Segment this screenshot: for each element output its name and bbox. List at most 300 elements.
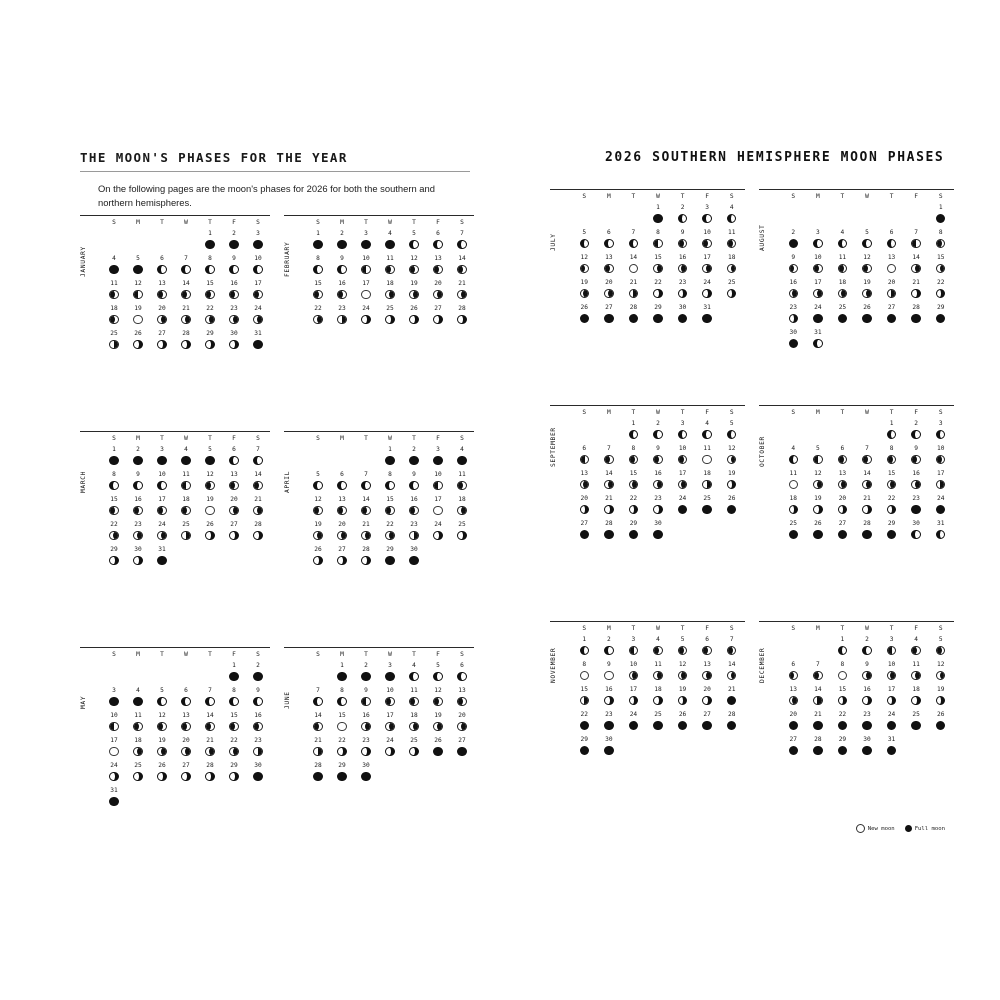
day-number: 28: [254, 521, 262, 529]
month-name: NOVEMBER: [550, 647, 557, 683]
day-number: 7: [460, 230, 464, 238]
wan-gib-moon-icon: [887, 430, 897, 440]
day-number: 10: [678, 445, 687, 452]
day-cell: [879, 254, 904, 277]
day-cell: [719, 445, 744, 468]
wan-cres-moon-icon: [457, 697, 467, 707]
weekday-label: T: [160, 651, 164, 659]
day-cell: [621, 661, 646, 684]
day-cell: [246, 496, 270, 519]
empty-cell: [330, 446, 354, 469]
wax-cres-moon-icon: [457, 722, 467, 732]
day-number: 24: [936, 495, 945, 502]
weekday-header: [781, 193, 953, 200]
wan-gib-moon-icon: [337, 481, 347, 491]
day-number: 18: [134, 737, 142, 745]
day-number: 19: [410, 280, 418, 288]
full-moon-icon: [361, 772, 371, 782]
empty-cell: [102, 230, 126, 253]
day-number: 26: [678, 711, 687, 718]
day-number: 22: [887, 495, 896, 502]
weekday-label: S: [460, 435, 464, 443]
day-cell: [597, 686, 622, 709]
day-number: 1: [938, 204, 943, 211]
full-moon-icon: [629, 530, 639, 540]
day-number: 21: [182, 305, 190, 313]
first-q-moon-icon: [702, 480, 712, 490]
day-cell: [855, 495, 880, 518]
wax-gib-moon-icon: [229, 772, 239, 782]
day-cell: [150, 496, 174, 519]
day-cell: [597, 279, 622, 302]
day-number: 5: [729, 420, 734, 427]
first-q-moon-icon: [313, 747, 323, 757]
wax-gib-moon-icon: [457, 531, 467, 541]
week-row: [306, 687, 474, 710]
day-cell: [695, 254, 720, 277]
wan-cres-moon-icon: [313, 506, 323, 516]
day-cell: [402, 737, 426, 760]
month-name: MARCH: [80, 471, 87, 494]
day-number: 27: [580, 520, 588, 527]
day-number: 8: [232, 687, 236, 695]
day-number: 17: [703, 254, 711, 261]
empty-cell: [174, 662, 198, 685]
day-cell: [246, 305, 270, 328]
day-cell: [198, 446, 222, 469]
wax-gib-moon-icon: [911, 289, 921, 299]
wax-gib-moon-icon: [653, 289, 663, 299]
day-number: 2: [865, 636, 869, 643]
full-moon-icon: [253, 672, 263, 682]
wan-gib-moon-icon: [727, 214, 737, 224]
day-number: 6: [840, 445, 845, 452]
day-number: 22: [936, 279, 945, 286]
wan-cres-moon-icon: [181, 722, 191, 732]
day-number: 5: [865, 229, 869, 236]
day-number: 18: [727, 254, 736, 261]
wax-gib-moon-icon: [409, 315, 419, 325]
weekday-label: M: [136, 651, 140, 659]
day-number: 15: [206, 280, 214, 288]
day-cell: [222, 521, 246, 544]
empty-cell: [174, 546, 198, 569]
day-number: 12: [158, 712, 166, 720]
week-row: [306, 255, 474, 278]
day-number: 2: [232, 230, 236, 238]
week-row: [102, 471, 270, 494]
month-calendar: [781, 193, 953, 352]
week-row: [102, 737, 270, 760]
last-q-moon-icon: [433, 481, 443, 491]
day-cell: [354, 230, 378, 253]
last-q-moon-icon: [133, 290, 143, 300]
wan-cres-moon-icon: [385, 265, 395, 275]
new-moon-icon: [838, 671, 848, 681]
full-moon-icon: [433, 747, 443, 757]
empty-cell: [855, 204, 880, 227]
full-moon-icon: [789, 530, 799, 540]
day-number: 9: [232, 255, 236, 263]
weekday-label: T: [840, 625, 845, 632]
new-moon-icon: [361, 290, 371, 300]
empty-cell: [222, 787, 246, 810]
day-number: 16: [678, 254, 687, 261]
day-cell: [222, 662, 246, 685]
wax-gib-moon-icon: [629, 696, 639, 706]
week-row: [572, 445, 744, 468]
day-cell: [174, 446, 198, 469]
week-row: [306, 762, 474, 785]
wax-cres-moon-icon: [580, 480, 590, 490]
day-number: 21: [254, 496, 262, 504]
wan-gib-moon-icon: [433, 672, 443, 682]
day-number: 9: [340, 255, 344, 263]
day-cell: [102, 280, 126, 303]
day-number: 11: [458, 471, 466, 479]
right-page-title: 2026 SOUTHERN HEMISPHERE MOON PHASES: [605, 150, 945, 165]
weekday-label: F: [232, 435, 236, 443]
day-cell: [904, 636, 929, 659]
day-cell: [928, 711, 953, 734]
weekday-label: S: [460, 651, 464, 659]
day-number: 25: [386, 305, 394, 313]
day-cell: [126, 446, 150, 469]
full-moon-icon: [109, 265, 119, 275]
day-number: 21: [912, 279, 920, 286]
wax-cres-moon-icon: [109, 531, 119, 541]
day-cell: [102, 712, 126, 735]
day-number: 27: [458, 737, 466, 745]
month-divider: [550, 189, 745, 190]
wax-cres-moon-icon: [157, 747, 167, 757]
weekday-label: M: [136, 219, 140, 227]
first-q-moon-icon: [253, 747, 263, 757]
weekday-label: W: [865, 625, 869, 632]
week-row: [306, 546, 474, 569]
day-number: 29: [654, 304, 662, 311]
week-row: [781, 254, 953, 277]
day-cell: [378, 546, 402, 569]
wax-gib-moon-icon: [887, 505, 897, 515]
month-divider: [80, 215, 270, 216]
full-moon-icon: [838, 746, 848, 756]
month-name: FEBRUARY: [284, 241, 291, 278]
full-moon-icon: [936, 214, 946, 224]
day-cell: [450, 446, 474, 469]
weekday-header: [306, 435, 474, 442]
day-number: 30: [678, 304, 687, 311]
day-number: 17: [362, 280, 370, 288]
day-cell: [330, 687, 354, 710]
day-number: 19: [678, 686, 687, 693]
wan-gib-moon-icon: [702, 430, 712, 440]
day-cell: [378, 446, 402, 469]
day-number: 9: [606, 661, 611, 668]
wan-cres-moon-icon: [229, 722, 239, 732]
day-number: 14: [458, 255, 466, 263]
day-cell: [198, 737, 222, 760]
day-number: 1: [840, 636, 845, 643]
day-cell: [806, 495, 831, 518]
day-number: 11: [703, 445, 711, 452]
month-divider: [550, 405, 745, 406]
wax-gib-moon-icon: [361, 747, 371, 757]
day-cell: [572, 736, 597, 759]
day-number: 31: [254, 330, 262, 338]
month-block: [80, 215, 270, 405]
day-cell: [879, 420, 904, 443]
day-cell: [246, 762, 270, 785]
wan-cres-moon-icon: [678, 455, 688, 465]
weekday-label: S: [112, 435, 116, 443]
day-cell: [246, 737, 270, 760]
weekday-label: W: [184, 651, 188, 659]
wax-gib-moon-icon: [862, 505, 872, 515]
week-row: [781, 636, 953, 659]
day-number: 14: [605, 470, 613, 477]
day-cell: [222, 255, 246, 278]
weekday-label: M: [815, 409, 820, 416]
week-row: [306, 230, 474, 253]
day-number: 22: [629, 495, 638, 502]
week-row: [572, 736, 744, 759]
wax-cres-moon-icon: [887, 480, 897, 490]
day-number: 31: [110, 787, 118, 795]
empty-cell: [879, 329, 904, 352]
day-number: 21: [362, 521, 370, 529]
wan-cres-moon-icon: [157, 506, 167, 516]
wax-gib-moon-icon: [911, 696, 921, 706]
wax-cres-moon-icon: [727, 455, 737, 465]
empty-cell: [426, 546, 450, 569]
day-number: 12: [314, 496, 322, 504]
wan-cres-moon-icon: [157, 290, 167, 300]
wax-cres-moon-icon: [229, 506, 239, 516]
day-cell: [806, 711, 831, 734]
day-cell: [928, 445, 953, 468]
day-number: 6: [340, 471, 344, 479]
day-number: 26: [580, 304, 588, 311]
full-moon-icon: [629, 314, 639, 324]
wax-cres-moon-icon: [789, 289, 799, 299]
month-block: [284, 431, 474, 621]
month-divider: [284, 215, 474, 216]
day-cell: [246, 255, 270, 278]
day-number: 11: [410, 687, 418, 695]
day-number: 2: [606, 636, 611, 643]
empty-cell: [597, 204, 622, 227]
day-cell: [102, 496, 126, 519]
new-moon-icon: [580, 671, 590, 681]
month-block: [550, 189, 745, 379]
day-number: 1: [340, 662, 344, 670]
weekday-label: W: [865, 409, 869, 416]
day-number: 29: [386, 546, 394, 554]
day-number: 21: [814, 711, 822, 718]
wax-gib-moon-icon: [653, 505, 663, 515]
week-row: [781, 420, 953, 443]
day-number: 14: [314, 712, 322, 720]
empty-cell: [222, 546, 246, 569]
full-moon-icon: [253, 240, 263, 250]
empty-cell: [719, 304, 744, 327]
weekday-label: F: [705, 409, 709, 416]
day-cell: [102, 446, 126, 469]
wax-cres-moon-icon: [385, 722, 395, 732]
wan-gib-moon-icon: [253, 456, 263, 466]
day-cell: [879, 445, 904, 468]
day-cell: [426, 712, 450, 735]
weekday-label: T: [412, 435, 416, 443]
day-cell: [102, 521, 126, 544]
day-number: 15: [230, 712, 238, 720]
day-number: 13: [703, 661, 711, 668]
weekday-label: T: [364, 219, 368, 227]
week-row: [781, 229, 953, 252]
day-number: 2: [791, 229, 796, 236]
wax-cres-moon-icon: [911, 480, 921, 490]
day-number: 3: [815, 229, 820, 236]
day-cell: [174, 305, 198, 328]
day-number: 5: [412, 230, 416, 238]
month-calendar: [572, 193, 744, 327]
weekday-label: T: [889, 625, 894, 632]
day-cell: [150, 446, 174, 469]
week-row: [572, 711, 744, 734]
wan-gib-moon-icon: [361, 481, 371, 491]
day-number: 20: [182, 737, 190, 745]
weekday-label: S: [582, 625, 587, 632]
day-cell: [102, 546, 126, 569]
day-cell: [306, 712, 330, 735]
day-cell: [830, 470, 855, 493]
full-moon-icon: [157, 556, 167, 566]
wax-cres-moon-icon: [409, 722, 419, 732]
day-cell: [904, 254, 929, 277]
empty-cell: [306, 662, 330, 685]
day-cell: [597, 636, 622, 659]
day-cell: [646, 711, 671, 734]
day-number: 27: [703, 711, 711, 718]
day-cell: [246, 712, 270, 735]
weekday-label: F: [705, 625, 709, 632]
day-number: 3: [889, 636, 894, 643]
month-calendar: [102, 219, 270, 353]
day-number: 10: [254, 255, 262, 263]
legend-item-new-moon: [856, 824, 895, 833]
wan-cres-moon-icon: [313, 290, 323, 300]
day-number: 27: [182, 762, 190, 770]
full-moon-icon: [109, 456, 119, 466]
day-number: 7: [316, 687, 320, 695]
weekday-label: W: [388, 651, 392, 659]
day-cell: [781, 495, 806, 518]
wan-cres-moon-icon: [727, 239, 737, 249]
week-rows: [306, 446, 474, 569]
empty-cell: [306, 446, 330, 469]
wan-cres-moon-icon: [109, 506, 119, 516]
wax-gib-moon-icon: [157, 340, 167, 350]
day-cell: [695, 279, 720, 302]
day-cell: [450, 687, 474, 710]
day-cell: [354, 521, 378, 544]
full-moon-icon: [905, 825, 912, 832]
day-cell: [855, 736, 880, 759]
week-row: [102, 280, 270, 303]
day-cell: [830, 736, 855, 759]
wax-gib-moon-icon: [109, 772, 119, 782]
day-cell: [781, 736, 806, 759]
day-number: 5: [582, 229, 587, 236]
month-divider: [759, 621, 954, 622]
month-name: DECEMBER: [759, 647, 766, 683]
weekday-label: T: [364, 435, 368, 443]
day-cell: [378, 687, 402, 710]
month-calendar: [306, 651, 474, 785]
full-moon-icon: [678, 505, 688, 515]
month-name: SEPTEMBER: [550, 427, 557, 467]
day-number: 30: [605, 736, 613, 743]
weekday-header: [781, 409, 953, 416]
day-number: 7: [208, 687, 212, 695]
day-number: 6: [606, 229, 611, 236]
full-moon-icon: [385, 456, 395, 466]
weekday-label: W: [656, 409, 660, 416]
last-q-moon-icon: [109, 722, 119, 732]
wan-cres-moon-icon: [313, 722, 323, 732]
day-number: 3: [705, 204, 709, 211]
day-cell: [450, 280, 474, 303]
day-number: 15: [386, 496, 394, 504]
weekday-label: M: [340, 219, 344, 227]
day-number: 24: [386, 737, 394, 745]
wan-gib-moon-icon: [862, 239, 872, 249]
day-number: 9: [656, 445, 660, 452]
full-moon-icon: [604, 721, 614, 731]
empty-cell: [719, 520, 744, 543]
full-moon-icon: [887, 721, 897, 731]
day-cell: [904, 445, 929, 468]
day-cell: [378, 521, 402, 544]
day-number: 24: [110, 762, 118, 770]
week-rows: [102, 230, 270, 353]
day-number: 17: [629, 686, 638, 693]
full-moon-icon: [936, 505, 946, 515]
week-row: [781, 304, 953, 327]
day-cell: [174, 687, 198, 710]
day-number: 24: [629, 711, 638, 718]
day-cell: [572, 279, 597, 302]
day-cell: [222, 305, 246, 328]
empty-cell: [174, 230, 198, 253]
empty-cell: [354, 446, 378, 469]
wan-cres-moon-icon: [813, 671, 823, 681]
day-cell: [781, 329, 806, 352]
full-moon-icon: [813, 746, 823, 756]
day-number: 13: [182, 712, 190, 720]
day-number: 28: [362, 546, 370, 554]
day-cell: [597, 254, 622, 277]
wan-cres-moon-icon: [433, 697, 443, 707]
last-q-moon-icon: [361, 265, 371, 275]
empty-cell: [246, 546, 270, 569]
day-cell: [806, 736, 831, 759]
month-calendar: [102, 651, 270, 810]
day-number: 12: [580, 254, 588, 261]
day-number: 28: [629, 304, 638, 311]
day-cell: [621, 520, 646, 543]
